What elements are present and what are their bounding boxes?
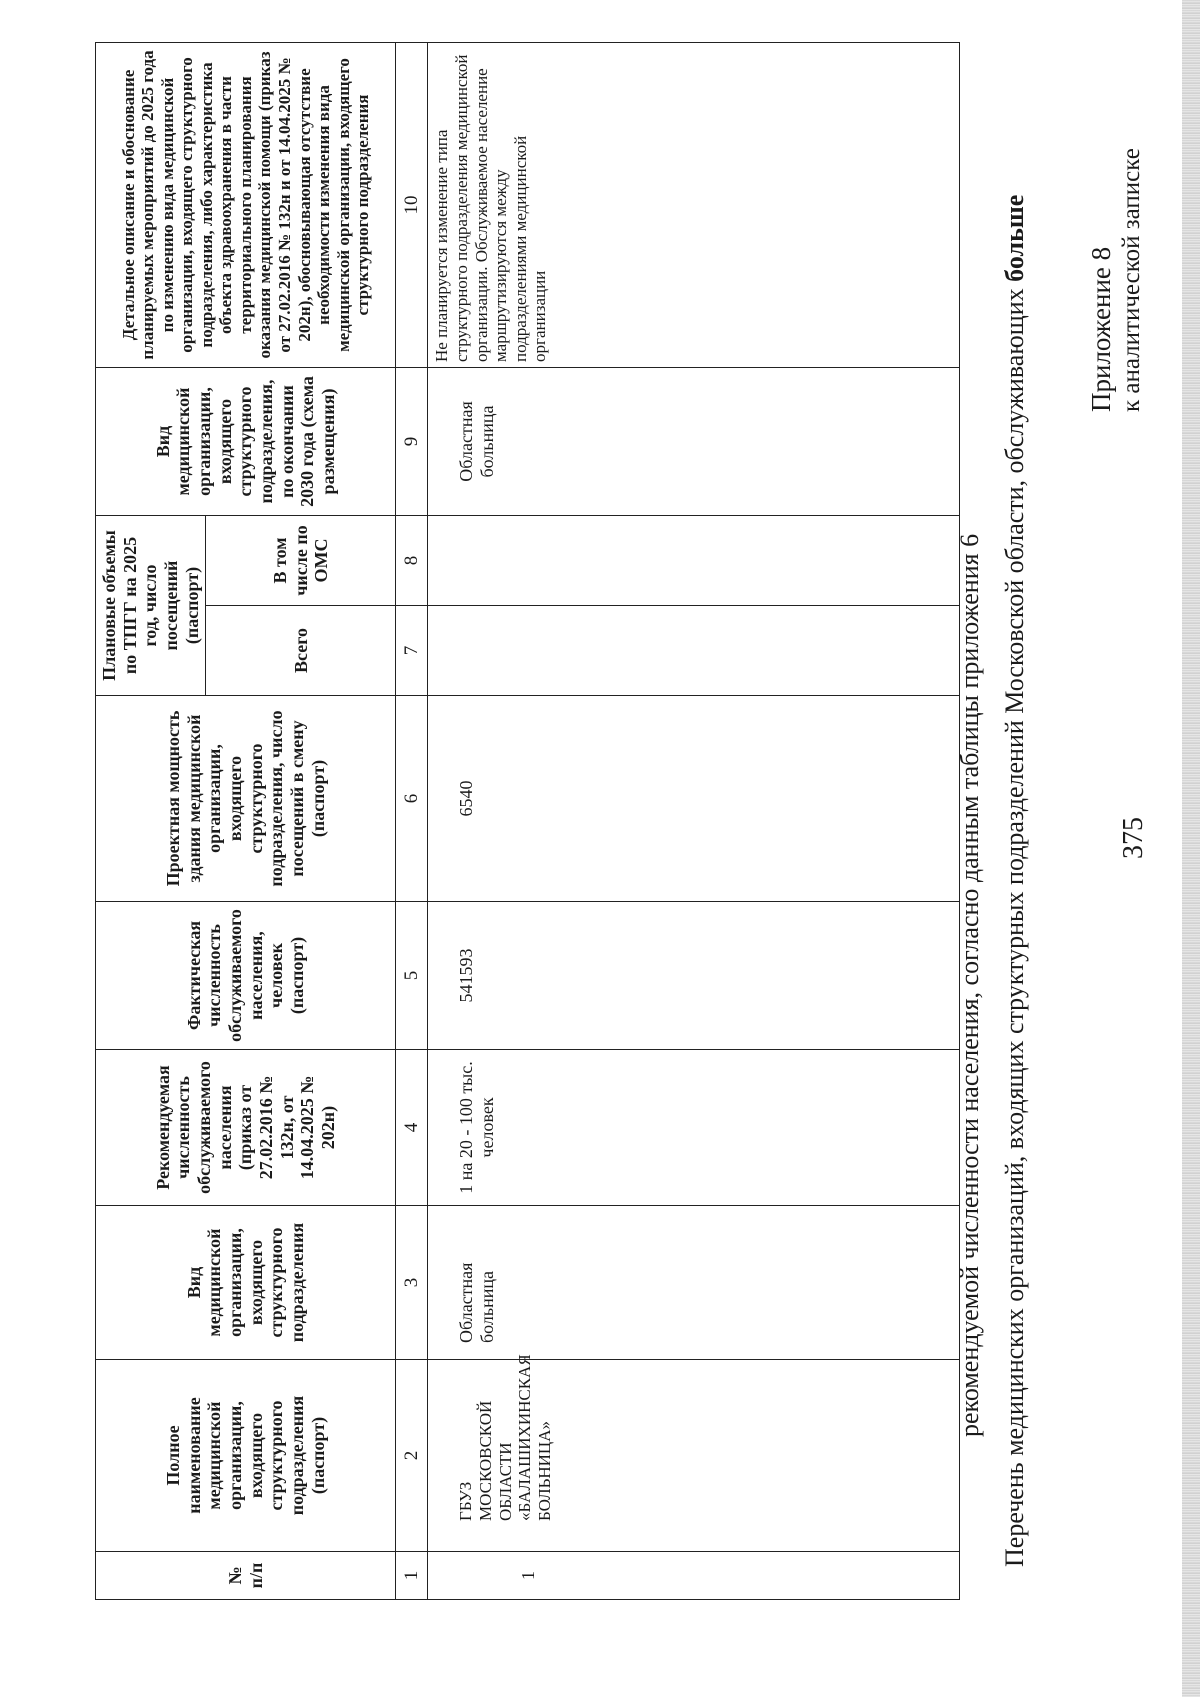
header-recommended: Рекомендуемая численность обслуживаемого населения (приказ от 27.02.2016 № 132н, от 14.04.2025 № 202н) (96, 1050, 396, 1206)
header-planned: Плановые объемы по ТПГГ на 2025 год, число посещений (паспорт) (96, 515, 206, 695)
header-description: Детальное описание и обоснование планируемых мероприятий до 2025 года по изменению вида медицинской организации, входящего структурного подразделения, либо характеристика объекта здравоохранения в части территориального планирования оказания медицинской помощи (приказ от 27.02.2016 № 132н и от 14.04.2025 № 202н), обосновывающая отсутствие необходимости изменения вида медицинской организации, входящего структурного подразделения (96, 42, 396, 367)
row-recommended: 1 на 20 - 100 тыс. человек (428, 1050, 960, 1206)
header-actual: Фактическая численность обслуживаемого населения, человек (паспорт) (96, 902, 396, 1050)
col-number: 6 (396, 696, 428, 902)
table-row (428, 42, 960, 1599)
header-capacity: Проектная мощность здания медицинской организации, входящего структурного подразделения, число посещений в смену (паспорт) (96, 696, 396, 902)
header-planned-oms: В том числе по ОМС (206, 515, 396, 605)
col-number: 9 (396, 367, 428, 515)
title-prefix: Перечень медицинских организаций, входящих структурных подразделений Московской области, обслуживающих (1000, 281, 1029, 1567)
row-num: 1 (428, 1552, 960, 1600)
title-bold-word: больше (1000, 194, 1029, 282)
col-number: 8 (396, 515, 428, 605)
header-type-2030: Вид медицинской организации, входящего структурного подразделения, по окончании 2030 года (схема размещения) (96, 367, 396, 515)
document-title-line2: рекомендуемой численности населения, согласно данным таблицы приложения 6 (955, 533, 984, 1437)
header-full-name: Полное наименование медицинской организации, входящего структурного подразделения (паспорт) (96, 1360, 396, 1552)
row-planned-total (428, 606, 960, 696)
organizations-table (95, 42, 960, 1600)
col-number: 1 (396, 1552, 428, 1600)
row-type: Областная больница (428, 1206, 960, 1360)
row-actual: 541593 (428, 902, 960, 1050)
document-title-line1 (1000, 195, 1030, 1567)
page-number: 375 (1118, 817, 1149, 859)
col-number: 7 (396, 606, 428, 696)
row-planned-oms (428, 515, 960, 605)
appendix-sublabel: к аналитической записке (1118, 148, 1145, 412)
row-capacity: 6540 (428, 696, 960, 902)
col-number: 10 (396, 42, 428, 367)
row-full-name: ГБУЗ МОСКОВСКОЙ ОБЛАСТИ «БАЛАШИХИНСКАЯ БОЛЬНИЦА» (428, 1360, 960, 1552)
appendix-label: Приложение 8 (1086, 246, 1116, 412)
col-number: 3 (396, 1206, 428, 1360)
col-number: 4 (396, 1050, 428, 1206)
header-planned-total: Всего (206, 606, 396, 696)
row-type-2030: Областная больница (428, 367, 960, 515)
header-type: Вид медицинской организации, входящего структурного подразделения (96, 1206, 396, 1360)
header-num: № п/п (96, 1552, 396, 1600)
col-number: 2 (396, 1360, 428, 1552)
row-description: Не планируется изменение типа структурного подразделения медицинской организации. Обслуживаемое население маршрутизируются между подразделениями медицинской организации (428, 42, 960, 367)
col-number: 5 (396, 902, 428, 1050)
